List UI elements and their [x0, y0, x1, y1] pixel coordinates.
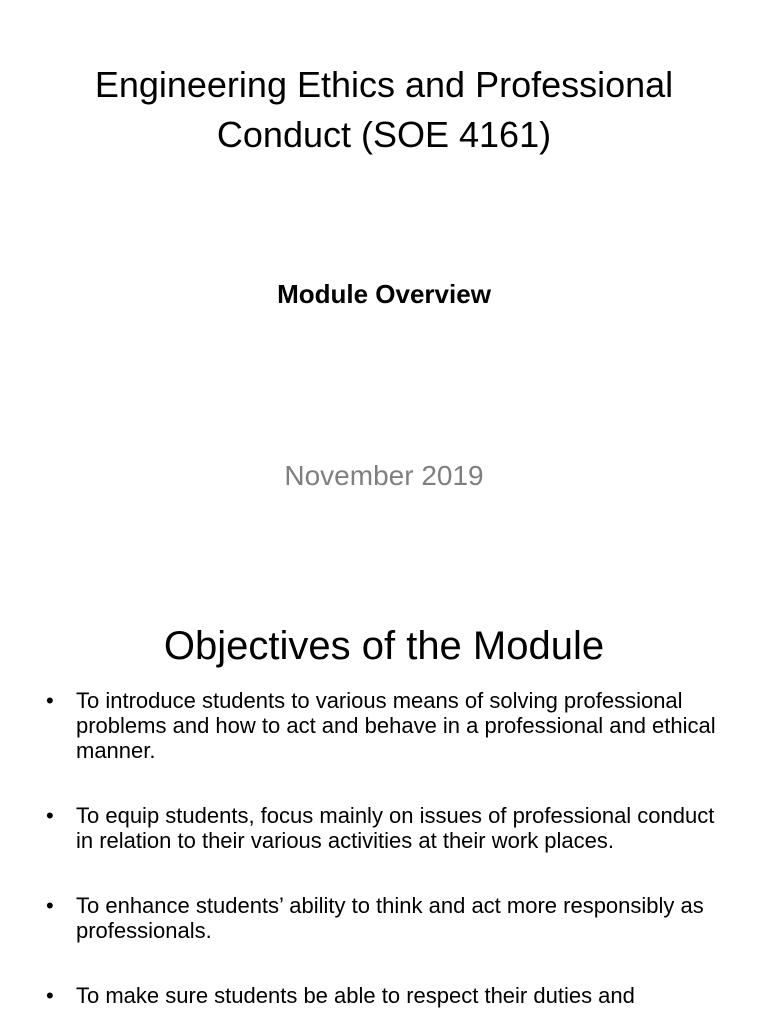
list-item	[46, 803, 728, 853]
list-item	[46, 688, 728, 763]
list-item	[46, 983, 728, 1008]
slide-date: November 2019	[284, 460, 484, 491]
slide-title: Engineering Ethics and Professional Conduct (SOE 4161)	[94, 64, 674, 155]
bullet-icon: •	[46, 983, 54, 1008]
list-item-text: To introduce students to various means of solving professional problems and how to act and behave in a professional and ethical manner.	[76, 688, 716, 763]
slide-subtitle: Module Overview	[277, 279, 491, 309]
objectives-title: Objectives of the Module	[163, 624, 605, 668]
list-item-text: To equip students, focus mainly on issues of professional conduct in relation to their various activities at their work places.	[76, 803, 715, 853]
bullet-icon: •	[46, 803, 54, 828]
list-item-text: To make sure students be able to respect their duties and	[76, 983, 635, 1008]
list-item	[46, 893, 728, 943]
objectives-slide	[0, 582, 768, 1024]
bullet-icon: •	[46, 893, 54, 918]
objectives-list	[46, 688, 728, 1024]
bullet-icon: •	[46, 688, 54, 713]
list-item-text: To enhance students’ ability to think and act more responsibly as professionals.	[76, 893, 704, 943]
